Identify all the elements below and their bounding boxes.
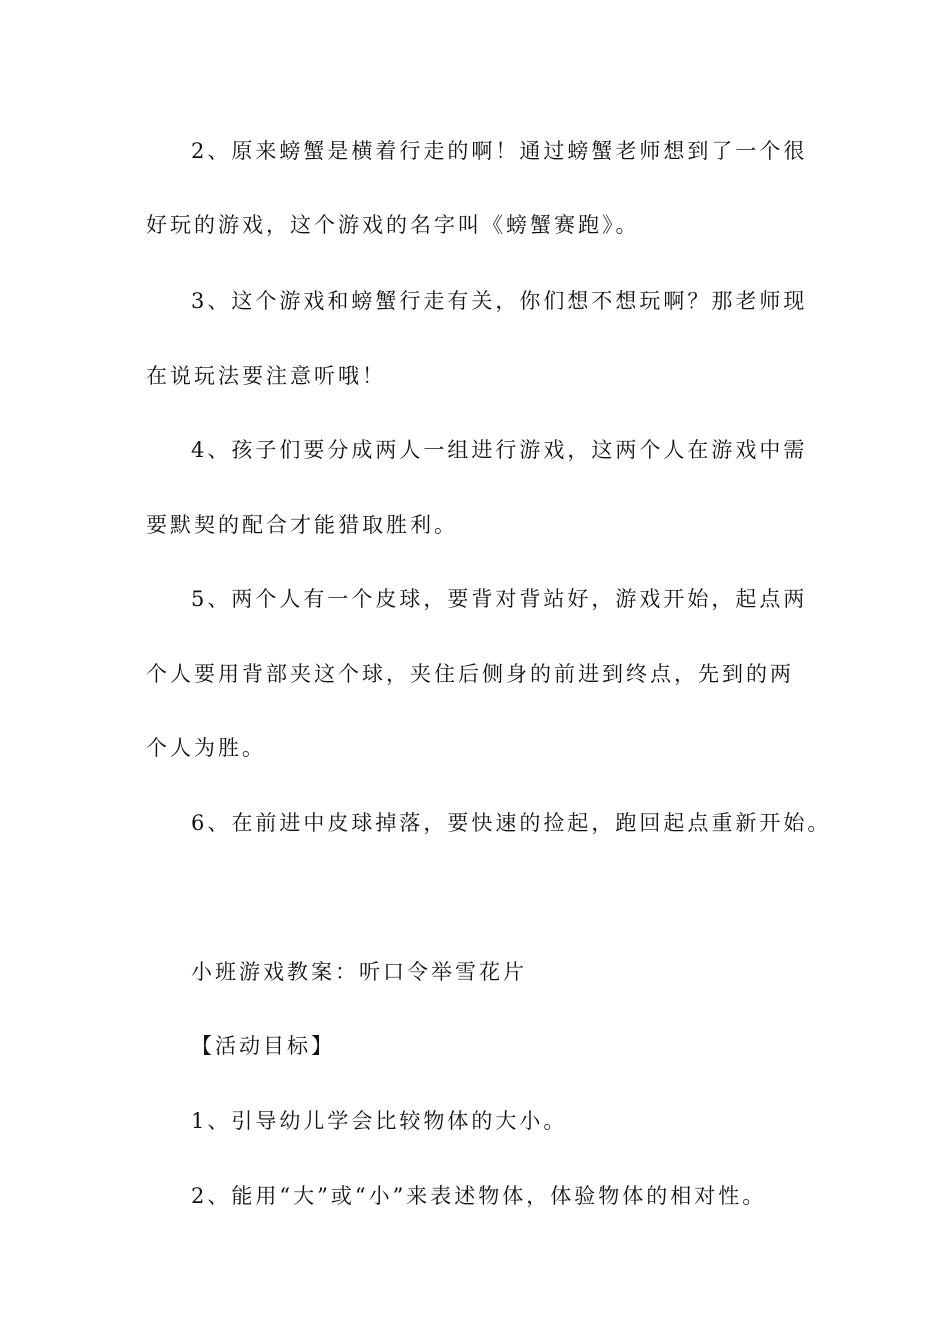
paragraph-line: 5、两个人有一个皮球，要背对背站好，游戏开始，起点两 — [191, 587, 808, 611]
paragraph-line: 6、在前进中皮球掉落，要快速的捡起，跑回起点重新开始。 — [191, 811, 832, 835]
paragraph-line: 个人要用背部夹这个球，夹住后侧身的前进到终点，先到的两 — [146, 662, 794, 686]
paragraph-line: 4、孩子们要分成两人一组进行游戏，这两个人在游戏中需 — [191, 438, 808, 462]
goal-item: 1、引导幼儿学会比较物体的大小。 — [191, 1109, 568, 1133]
paragraph-line: 在说玩法要注意听哦！ — [146, 364, 386, 388]
goal-item: 2、能用“大”或“小”来表述物体，体验物体的相对性。 — [191, 1184, 767, 1208]
section-title: 小班游戏教案：听口令举雪花片 — [191, 960, 527, 984]
paragraph-line: 2、原来螃蟹是横着行走的啊！通过螃蟹老师想到了一个很 — [191, 139, 808, 163]
paragraph-line: 好玩的游戏，这个游戏的名字叫《螃蟹赛跑》。 — [146, 213, 640, 237]
section-heading: 【活动目标】 — [191, 1034, 335, 1058]
paragraph-line: 3、这个游戏和螃蟹行走有关，你们想不想玩啊？那老师现 — [191, 289, 808, 313]
paragraph-line: 要默契的配合才能猎取胜利。 — [146, 513, 458, 537]
paragraph-line: 个人为胜。 — [146, 736, 266, 760]
